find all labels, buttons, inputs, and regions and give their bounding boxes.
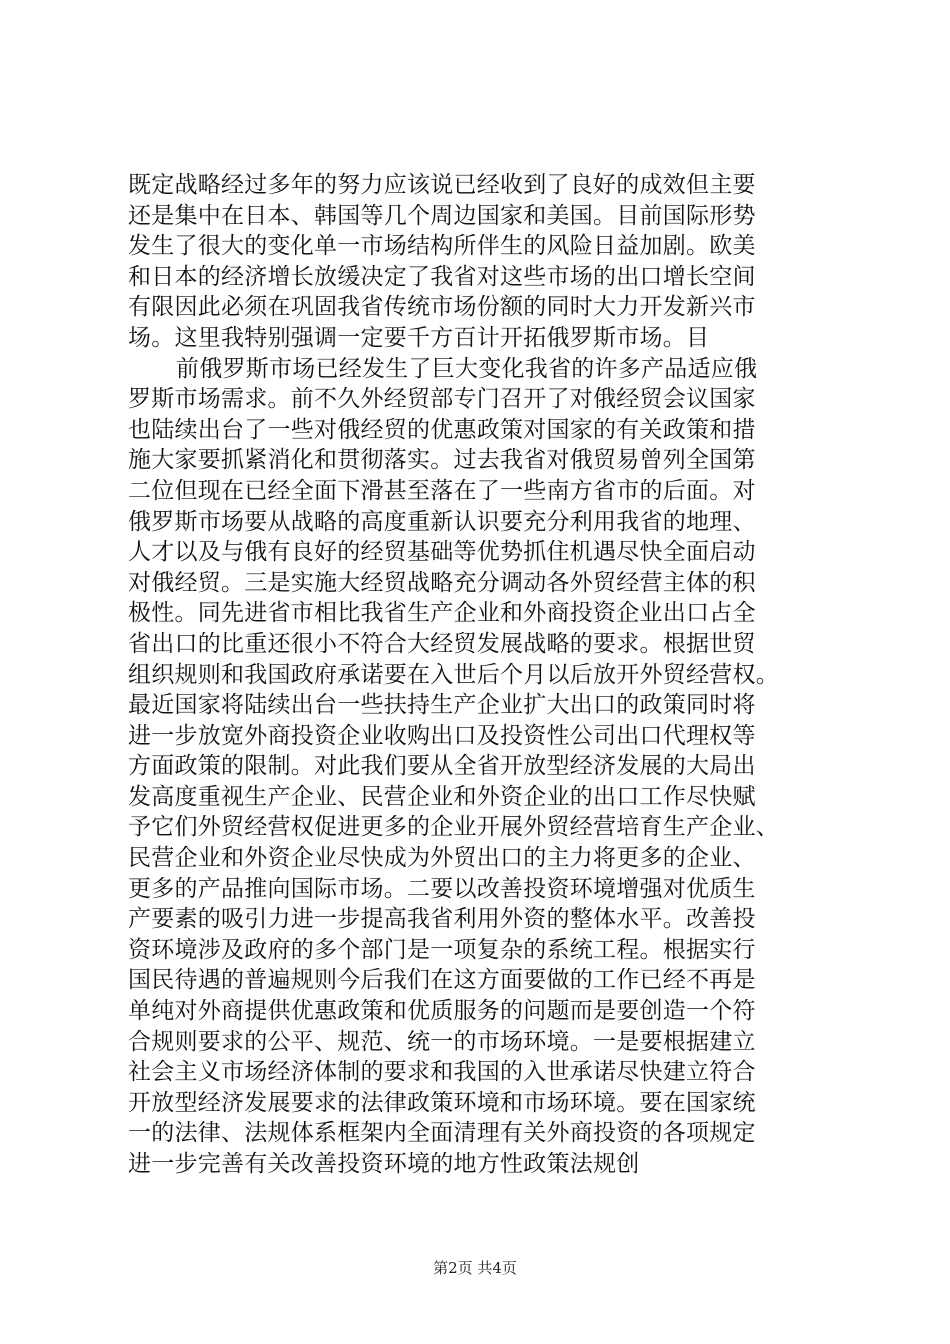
text-line: 方面政策的限制。对此我们要从全省开放型经济发展的大局出	[128, 753, 756, 780]
text-line: 进一步完善有关改善投资环境的地方性政策法规创	[128, 1151, 640, 1177]
text-line: 进一步放宽外商投资企业收购出口及投资性公司出口代理权等	[128, 722, 756, 749]
text-line: 罗斯市场需求。前不久外经贸部专门召开了对俄经贸会议国家	[128, 386, 756, 413]
text-line: 二位但现在已经全面下滑甚至落在了一些南方省市的后面。对	[128, 477, 756, 504]
text-line: 一的法律、法规体系框架内全面清理有关外商投资的各项规定	[128, 1120, 756, 1147]
text-line: 予它们外贸经营权促进更多的企业开展外贸经营培育生产企业、	[128, 814, 779, 841]
text-line: 场。这里我特别强调一定要千方百计开拓俄罗斯市场。目	[128, 324, 710, 351]
text-line: 最近国家将陆续出台一些扶持生产企业扩大出口的政策同时将	[128, 692, 756, 719]
text-line: 发高度重视生产企业、民营企业和外资企业的出口工作尽快赋	[128, 783, 756, 810]
text-line: 也陆续出台了一些对俄经贸的优惠政策对国家的有关政策和措	[128, 416, 756, 443]
text-line: 还是集中在日本、韩国等几个周边国家和美国。目前国际形势	[128, 202, 756, 229]
text-line: 国民待遇的普遍规则今后我们在这方面要做的工作已经不再是	[128, 967, 756, 994]
text-line: 前俄罗斯市场已经发生了巨大变化我省的许多产品适应俄	[176, 355, 758, 382]
page-number-footer: 第2页 共4页	[433, 1259, 517, 1277]
text-line: 人才以及与俄有良好的经贸基础等优势抓住机遇尽快全面启动	[128, 539, 756, 566]
text-line: 极性。同先进省市相比我省生产企业和外商投资企业出口占全	[128, 600, 756, 627]
text-line: 合规则要求的公平、规范、统一的市场环境。一是要根据建立	[128, 1028, 756, 1055]
text-line: 和日本的经济增长放缓决定了我省对这些市场的出口增长空间	[128, 263, 756, 290]
text-line: 更多的产品推向国际市场。二要以改善投资环境增强对优质生	[128, 875, 756, 902]
text-line: 施大家要抓紧消化和贯彻落实。过去我省对俄贸易曾列全国第	[128, 447, 756, 474]
text-line: 社会主义市场经济体制的要求和我国的入世承诺尽快建立符合	[128, 1059, 756, 1086]
body-text	[128, 170, 848, 1180]
text-line: 俄罗斯市场要从战略的高度重新认识要充分利用我省的地理、	[128, 508, 756, 535]
text-line: 有限因此必须在巩固我省传统市场份额的同时大力开发新兴市	[128, 294, 756, 321]
text-line: 既定战略经过多年的努力应该说已经收到了良好的成效但主要	[128, 172, 756, 198]
text-line: 开放型经济发展要求的法律政策环境和市场环境。要在国家统	[128, 1089, 756, 1116]
text-line: 组织规则和我国政府承诺要在入世后个月以后放开外贸经营权。	[128, 661, 779, 688]
text-line: 资环境涉及政府的多个部门是一项复杂的系统工程。根据实行	[128, 936, 756, 963]
text-line: 单纯对外商提供优惠政策和优质服务的问题而是要创造一个符	[128, 998, 756, 1025]
text-line: 对俄经贸。三是实施大经贸战略充分调动各外贸经营主体的积	[128, 569, 756, 596]
text-line: 发生了很大的变化单一市场结构所伴生的风险日益加剧。欧美	[128, 233, 756, 260]
text-line: 省出口的比重还很小不符合大经贸发展战略的要求。根据世贸	[128, 630, 756, 657]
text-line: 民营企业和外资企业尽快成为外贸出口的主力将更多的企业、	[128, 845, 756, 872]
text-line: 产要素的吸引力进一步提高我省利用外资的整体水平。改善投	[128, 906, 756, 933]
